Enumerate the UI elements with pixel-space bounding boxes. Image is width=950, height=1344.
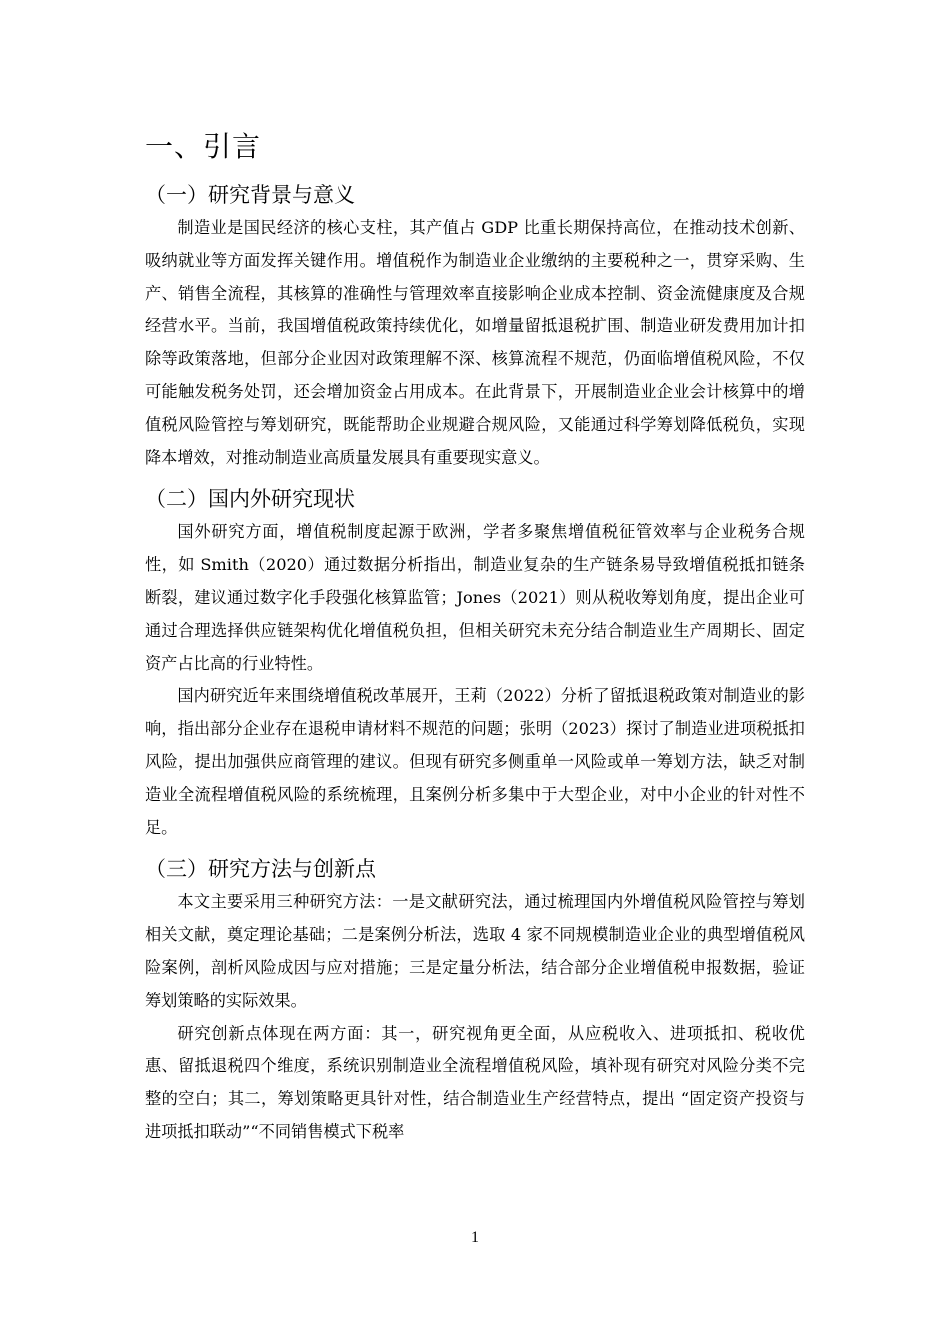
section-literature-review — [145, 484, 805, 844]
paragraph: 国外研究方面，增值税制度起源于欧洲，学者多聚焦增值税征管效率与企业税务合规性，如 Smith（2020）通过数据分析指出，制造业复杂的生产链条易导致增值税抵扣链条断裂，建议通过数字化手段强化核算监管；Jones（2021）则从税收筹划角度，提出企业可通过合理选择供应链架构优化增值税负担，但相关研究未充分结合制造业生产周期长、固定资产占比高的行业特性。 — [145, 522, 805, 673]
page-body — [145, 128, 805, 1149]
paragraph: 研究创新点体现在两方面：其一，研究视角更全面，从应税收入、进项抵扣、税收优惠、留抵退税四个维度，系统识别制造业全流程增值税风险，填补现有研究对风险分类不完整的空白；其二，筹划策略更具针对性，结合制造业生产经营特点，提出 “固定资产投资与进项抵扣联动”“不同销售模式下税率 — [145, 1023, 805, 1141]
paragraph: 本文主要采用三种研究方法：一是文献研究法，通过梳理国内外增值税风险管控与筹划相关文献，奠定理论基础；二是案例分析法，选取 4 家不同规模制造业企业的典型增值税风险案例，剖析风险成因与应对措施；三是定量分析法，结合部分企业增值税申报数据，验证筹划策略的实际效果。 — [145, 892, 805, 1010]
page-number: 1 — [471, 1229, 479, 1246]
chapter-title: 一、引言 — [145, 130, 262, 163]
section-heading: （三）研究方法与创新点 — [145, 857, 376, 882]
paragraph: 国内研究近年来围绕增值税改革展开，王莉（2022）分析了留抵退税政策对制造业的影响，指出部分企业存在退税申请材料不规范的问题；张明（2023）探讨了制造业进项税抵扣风险，提出加强供应商管理的建议。但现有研究多侧重单一风险或单一筹划方法，缺乏对制造业全流程增值税风险的系统梳理，且案例分析多集中于大型企业，对中小企业的针对性不足。 — [145, 686, 805, 837]
section-background — [145, 180, 805, 474]
paragraph: 制造业是国民经济的核心支柱，其产值占 GDP 比重长期保持高位，在推动技术创新、吸纳就业等方面发挥关键作用。增值税作为制造业企业缴纳的主要税种之一，贯穿采购、生产、销售全流程，其核算的准确性与管理效率直接影响企业成本控制、资金流健康度及合规经营水平。当前，我国增值税政策持续优化，如增量留抵退税扩围、制造业研发费用加计扣除等政策落地，但部分企业因对政策理解不深、核算流程不规范，仍面临增值税风险，不仅可能触发税务处罚，还会增加资金占用成本。在此背景下，开展制造业企业会计核算中的增值税风险管控与筹划研究，既能帮助企业规避合规风险，又能通过科学筹划降低税负，实现降本增效，对推动制造业高质量发展具有重要现实意义。 — [145, 218, 805, 467]
section-heading: （二）国内外研究现状 — [145, 487, 355, 512]
section-heading: （一）研究背景与意义 — [145, 183, 355, 207]
section-methods — [145, 854, 805, 1148]
